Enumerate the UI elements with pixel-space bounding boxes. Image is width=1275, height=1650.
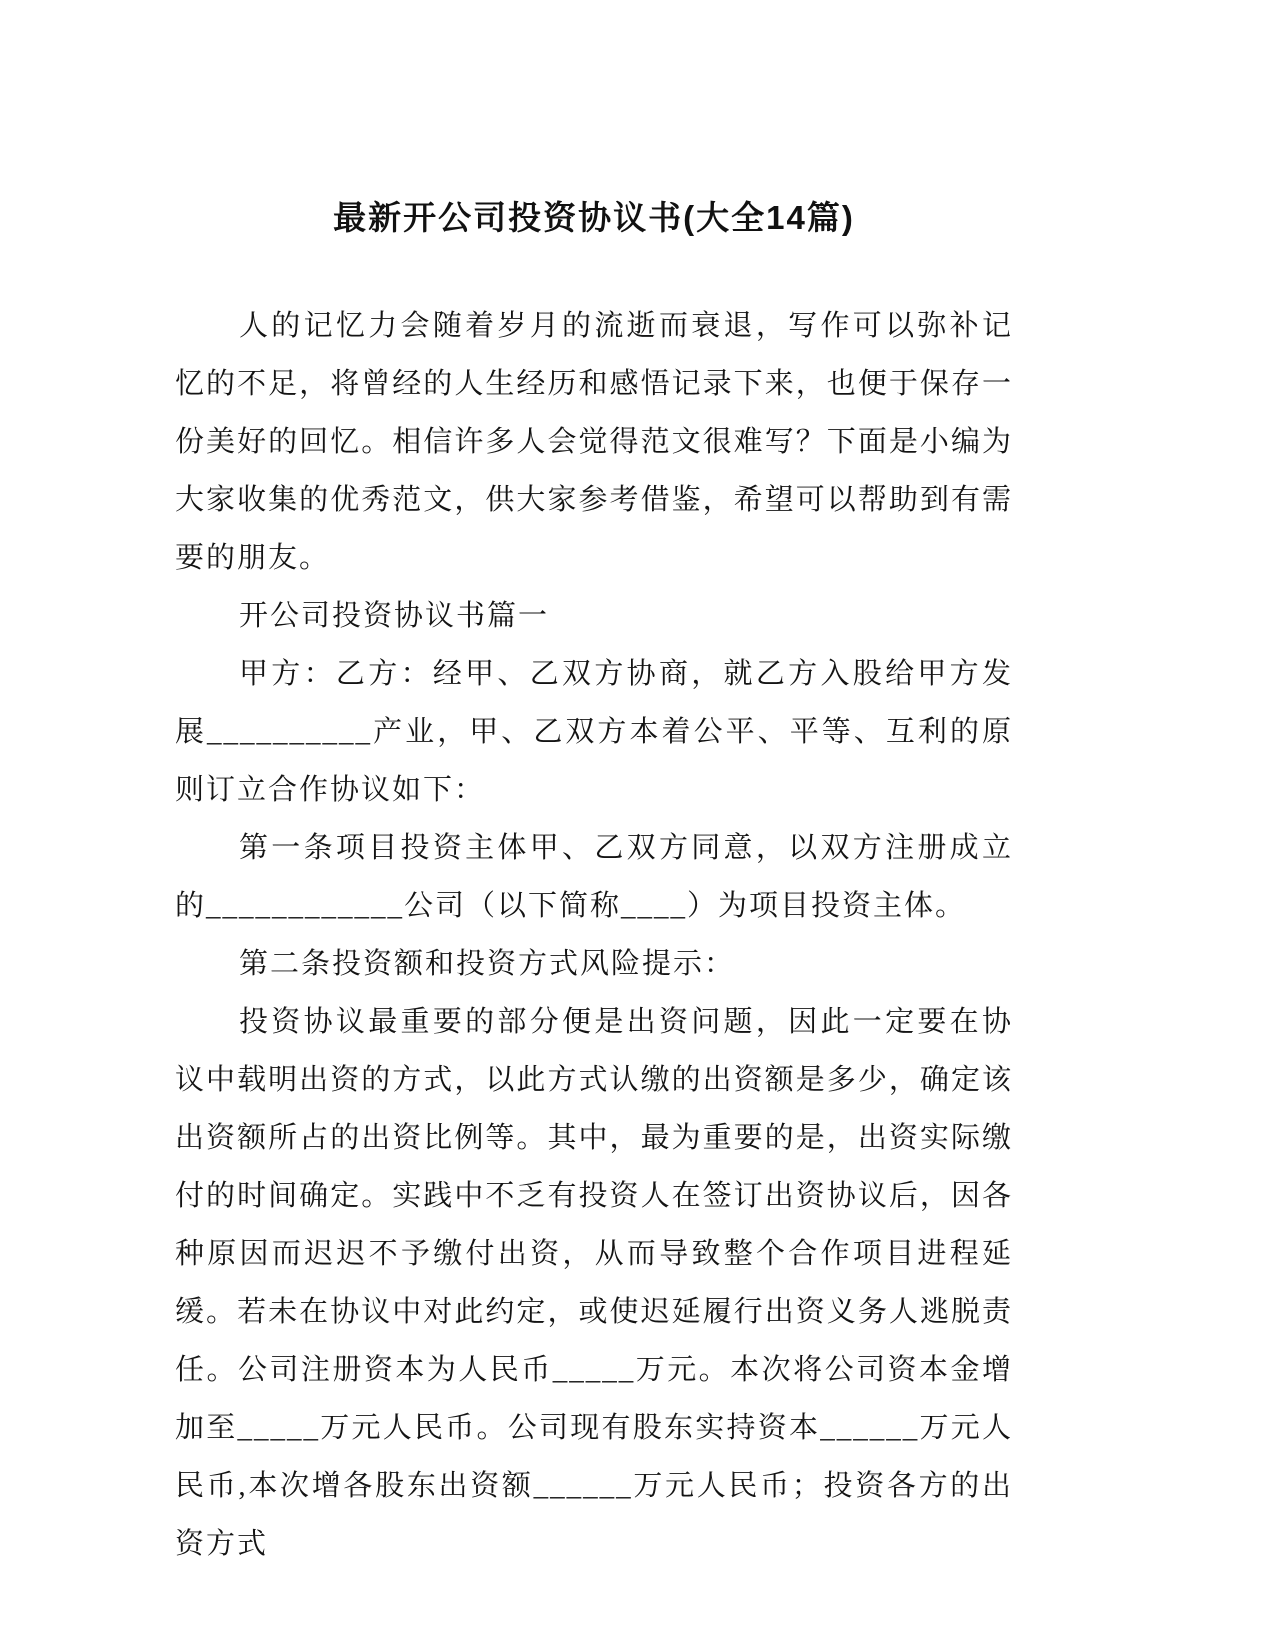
paragraph-article-2-body: 投资协议最重要的部分便是出资问题，因此一定要在协议中载明出资的方式，以此方式认缴的出资额是多少，确定该出资额所占的出资比例等。其中，最为重要的是，出资实际缴付的时间确定。实践中不乏有投资人在签订出资协议后，因各种原因而迟迟不予缴付出资，从而导致整个合作项目进程延缓。若未在协议中对此约定，或使迟延履行出资义务人逃脱责任。公司注册资本为人民币_____万元。本次将公司资本金增加至_____万元人民币。公司现有股东实持资本______万元人民币,本次增各股东出资额______万元人民币；投资各方的出资方式 [175,1006,1013,1560]
paragraph-intro: 人的记忆力会随着岁月的流逝而衰退，写作可以弥补记忆的不足，将曾经的人生经历和感悟记录下来，也便于保存一份美好的回忆。相信许多人会觉得范文很难写？下面是小编为大家收集的优秀范文，供大家参考借鉴，希望可以帮助到有需要的朋友。 [175,310,1013,574]
paragraph-article-2-heading: 第二条投资额和投资方式风险提示： [239,948,736,980]
paragraph-article-1: 第一条项目投资主体甲、乙双方同意，以双方注册成立的____________公司（以下简称____）为项目投资主体。 [175,832,1013,922]
paragraph-section-heading: 开公司投资协议书篇一 [239,600,550,632]
document-title: 最新开公司投资协议书(大全14篇) [333,199,855,236]
paragraph-parties: 甲方：乙方：经甲、乙双方协商，就乙方入股给甲方发展__________产业，甲、乙双方本着公平、平等、互利的原则订立合作协议如下： [175,658,1013,806]
